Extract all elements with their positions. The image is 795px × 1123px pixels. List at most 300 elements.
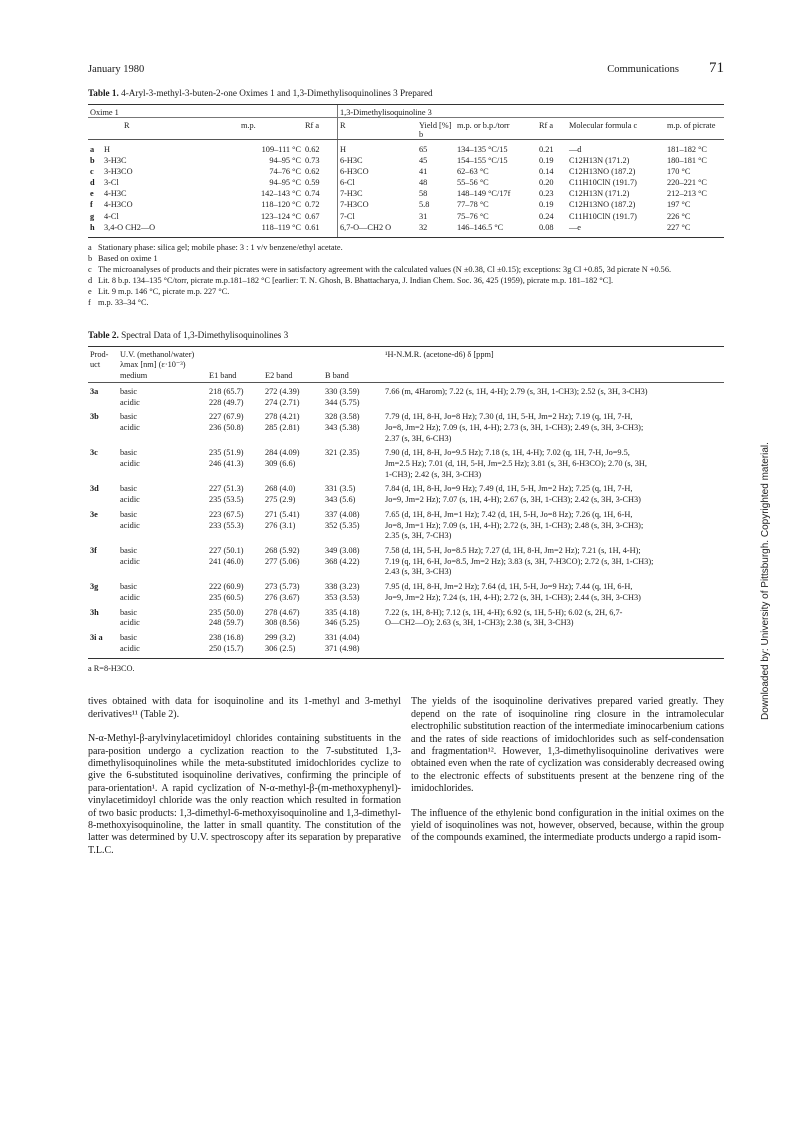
table2-body xyxy=(88,382,724,658)
uv-cell: 241 (46.0) xyxy=(209,556,244,566)
table1-col-r: R xyxy=(102,118,221,140)
body-columns xyxy=(88,696,724,869)
product-id: 3h xyxy=(90,607,99,617)
uv-cell: 227 (51.3) xyxy=(209,484,244,494)
table-cell: 154–155 °C/15 xyxy=(457,156,508,166)
table1-col-picrate: m.p. of picrate xyxy=(665,118,724,140)
table-cell: 31 xyxy=(419,211,428,221)
table-cell: 181–182 °C xyxy=(667,145,707,154)
table-cell: 5.8 xyxy=(419,200,430,210)
uv-cell: 368 (4.22) xyxy=(325,556,360,566)
table-cell: C11H10ClN (191.7) xyxy=(569,211,637,221)
uv-cell: acidic xyxy=(120,592,140,602)
nmr-cell: Jo=8, Jm=1 Hz); 7.09 (s, 1H, 4-H); 2.72 (s, 3H, 1-CH3); 2.48 (s, 3H, 3-CH3); xyxy=(385,520,644,530)
table-cell: 226 °C xyxy=(667,211,691,221)
table-row xyxy=(88,444,724,459)
uv-cell: basic xyxy=(120,632,138,642)
uv-cell xyxy=(323,470,383,481)
uv-cell: 276 (3.1) xyxy=(265,520,296,530)
table-cell: g xyxy=(90,211,95,221)
table-row xyxy=(88,644,724,659)
table-cell: 0.74 xyxy=(305,189,320,199)
table-cell: 0.21 xyxy=(539,145,554,154)
table-cell: 32 xyxy=(417,222,455,238)
table-cell: 197 °C xyxy=(667,200,691,210)
table-row xyxy=(88,567,724,578)
table-cell: 227 °C xyxy=(665,222,724,238)
uv-cell: acidic xyxy=(118,644,207,659)
table-cell: 6-H3C xyxy=(338,155,418,166)
table-cell: 45 xyxy=(419,156,428,166)
table-row xyxy=(88,593,724,604)
body-left-column xyxy=(88,696,401,869)
uv-cell: basic xyxy=(120,607,138,617)
nmr-cell: Jo=8, Jm=2 Hz); 7.09 (s, 1H, 4-H); 2.73 (s, 3H, 1-CH3); 2.49 (s, 3H, 3-CH3); xyxy=(385,422,644,432)
table-cell: f xyxy=(90,200,93,210)
table1-caption-label: Table 1. xyxy=(88,88,119,98)
download-watermark: Downloaded by: University of Pittsburgh. Copyrighted material. xyxy=(760,442,771,720)
uv-cell: 306 (2.5) xyxy=(263,644,323,659)
table-cell: 134–135 °C/15 xyxy=(457,145,508,154)
table-cell: 0.59 xyxy=(305,178,320,188)
paragraph: The yields of the isoquinoline derivatives prepared varied greatly. They depend on the rate of isoquinoline ring closure in the intramolecular electrophilic substitution reaction of the intermediate iminocarbenium cations and the rates of side reactions of imidochlorides such as self-condensation and fragmentation¹². However, 1,3-dimethylisoquinoline derivatives were obtained even when the rate of cyclization was considerably decreased owing to the electronic effects of substituents present at the benzene ring of the imidochlorides. xyxy=(411,696,724,795)
product-id: 3f xyxy=(90,546,97,555)
table-cell: 0.62 xyxy=(305,167,320,177)
table-cell: 170 °C xyxy=(667,167,691,177)
table-cell: 75–76 °C xyxy=(457,211,489,221)
table-cell: 123–124 °C xyxy=(261,211,301,221)
uv-cell: 331 (4.04) xyxy=(325,632,360,642)
table-cell: 0.23 xyxy=(539,189,554,199)
uv-cell: 235 (53.5) xyxy=(209,495,244,505)
table-cell: 148–149 °C/17f xyxy=(457,189,511,199)
table-cell: e xyxy=(90,189,94,199)
table-row xyxy=(88,222,724,238)
table-row xyxy=(88,542,724,557)
table-row xyxy=(88,199,724,210)
table-cell: 0.20 xyxy=(539,178,554,188)
uv-cell: basic xyxy=(120,582,138,592)
table1-col-mp: m.p. xyxy=(221,118,303,140)
table-row xyxy=(88,506,724,521)
product-id: 3b xyxy=(90,412,99,422)
uv-cell: 236 (50.8) xyxy=(209,422,244,432)
table-cell: 3,4-O CH2—O xyxy=(102,222,221,238)
product-id xyxy=(88,531,118,542)
product-id xyxy=(88,567,118,578)
uv-cell: 227 (67.9) xyxy=(209,412,244,422)
table-cell: 0.62 xyxy=(305,145,320,154)
uv-cell xyxy=(323,531,383,542)
table1-body xyxy=(88,140,724,238)
table-cell: h xyxy=(88,222,102,238)
table-row xyxy=(88,166,724,177)
uv-cell xyxy=(207,567,263,578)
uv-cell: 299 (3.2) xyxy=(265,632,296,642)
footnote xyxy=(88,242,724,253)
table2-col-b: B band xyxy=(323,346,383,382)
paragraph: tives obtained with data for isoquinoline and its 1-methyl and 3-methyl derivatives¹¹ (Table 2). xyxy=(88,696,401,720)
nmr-cell: Jm=2.5 Hz); 7.01 (d, 1H, 5-H, Jm=2.5 Hz); 3.81 (s, 3H, 6-H3CO); 2.70 (s, 3H, xyxy=(385,459,647,469)
table-cell: 0.61 xyxy=(303,222,338,238)
uv-cell: 235 (50.0) xyxy=(209,607,244,617)
table-cell: 3-H3C xyxy=(104,156,127,166)
footnote-mark: d xyxy=(88,275,93,285)
uv-cell: 271 (5.41) xyxy=(265,509,300,519)
footnote xyxy=(88,286,724,297)
table-cell: 0.67 xyxy=(305,211,320,221)
uv-cell: 353 (3.53) xyxy=(325,592,360,602)
table-row xyxy=(88,495,724,506)
header-date: January 1980 xyxy=(88,64,145,75)
product-id xyxy=(88,557,118,568)
table-cell: 65 xyxy=(419,145,428,154)
uv-cell: acidic xyxy=(120,459,140,469)
uv-cell: 308 (8.56) xyxy=(265,618,300,628)
nmr-cell: O—CH2—O); 2.63 (s, 3H, 1-CH3); 2.38 (s, 3H, 3-CH3) xyxy=(385,618,574,628)
footnote-text: The microanalyses of products and their picrates were in satisfactory agreement with the calculated values (N ±0.38, Cl ±0.15); exceptions: 3g Cl +0.85, 3d picrate N +0.56. xyxy=(98,264,672,274)
uv-cell xyxy=(118,434,207,445)
table2-col-nmr: ¹H-N.M.R. (acetone-d6) δ [ppm] xyxy=(383,346,724,382)
table1 xyxy=(88,104,724,238)
uv-cell: 235 (51.9) xyxy=(209,448,244,458)
table-cell: 3-Cl xyxy=(104,178,119,188)
uv-cell: 218 (65.7) xyxy=(209,386,244,396)
uv-cell xyxy=(207,531,263,542)
uv-cell xyxy=(323,459,383,470)
table-cell: 0.19 xyxy=(539,200,554,210)
table1-group-isoquinoline: 1,3-Dimethylisoquinoline 3 xyxy=(338,105,725,118)
uv-cell: 330 (3.59) xyxy=(325,386,360,396)
nmr-cell: 7.79 (d, 1H, 8-H, Jo=8 Hz); 7.30 (d, 1H, 5-H, Jm=2 Hz); 7.19 (q, 1H, 7-H, xyxy=(385,412,633,422)
uv-cell xyxy=(263,470,323,481)
table-cell: —d xyxy=(569,145,582,154)
uv-cell xyxy=(323,434,383,445)
uv-cell xyxy=(263,567,323,578)
table-cell: 48 xyxy=(419,178,428,188)
table-cell: 7-H3CO xyxy=(338,199,418,210)
product-id xyxy=(88,459,118,470)
table-cell: 0.19 xyxy=(539,156,554,166)
table2-caption-text: Spectral Data of 1,3-Dimethylisoquinolines 3 xyxy=(121,329,289,340)
nmr-cell: 7.84 (d, 1H, 8-H, Jo=9 Hz); 7.49 (d, 1H, 5-H, Jm=2 Hz); 7.25 (q, 1H, 7-H, xyxy=(385,484,633,494)
product-id xyxy=(88,470,118,481)
uv-cell: 274 (2.71) xyxy=(265,397,300,407)
footnote-text: Lit. 9 m.p. 146 °C, picrate m.p. 227 °C. xyxy=(98,286,230,296)
nmr-cell xyxy=(383,629,724,644)
table-cell: 55–56 °C xyxy=(457,178,489,188)
table-cell: 4-H3C xyxy=(104,189,127,199)
product-id xyxy=(88,521,118,532)
uv-cell xyxy=(118,531,207,542)
uv-cell: 285 (2.81) xyxy=(265,422,300,432)
table1-col-formula: Molecular formula c xyxy=(567,118,665,140)
table-row xyxy=(88,459,724,470)
paragraph: N-α-Methyl-β-arylvinylacetimidoyl chlorides containing substituents in the para-position undergo a cyclization reaction to the 7-substituted 1,3-dimethylisoquinolines while the meta-substituted imidochlorides cyclize to give the 6-substituted isoquinoline derivatives, confirming the principle of para-orientation¹. A rapid cyclization of N-α-methyl-β-(m-methoxyphenyl)-vinylacetimidoyl chloride was the only reaction which resulted in formation of two basic products: 1,3-dimethyl-6-methoxyisoquinoline and 1,3-dimethyl-8-methoxyisoquinoline, the latter in small quantity. The constitution of the latter was determined by U.V. spectroscopy after its separation by preparative T.L.C. xyxy=(88,733,401,856)
table-cell: 74–76 °C xyxy=(269,167,301,177)
uv-cell xyxy=(207,434,263,445)
running-header xyxy=(88,60,724,78)
uv-cell: acidic xyxy=(120,520,140,530)
uv-cell: 238 (16.8) xyxy=(209,632,244,642)
table2-caption-label: Table 2. xyxy=(88,329,119,340)
product-id xyxy=(88,618,118,629)
table-cell: 4-H3CO xyxy=(104,200,133,210)
table-row xyxy=(88,578,724,593)
uv-cell: 268 (4.0) xyxy=(265,484,296,494)
footnote-mark: f xyxy=(88,297,91,307)
table-row xyxy=(88,480,724,495)
table-cell: 41 xyxy=(419,167,428,177)
table-row xyxy=(88,423,724,434)
product-id xyxy=(88,434,118,445)
table-cell: c xyxy=(90,167,94,177)
table-cell: 3-H3CO xyxy=(104,167,133,177)
uv-cell: 284 (4.09) xyxy=(265,448,300,458)
table-cell: 6-Cl xyxy=(338,177,418,188)
footnote xyxy=(88,264,724,275)
uv-cell: 335 (4.18) xyxy=(325,607,360,617)
table2-col-e1: E1 band xyxy=(207,346,263,382)
table-cell: 109–111 °C xyxy=(261,145,301,154)
uv-cell: 344 (5.75) xyxy=(325,397,360,407)
table-row xyxy=(88,434,724,445)
table-cell: 62–63 °C xyxy=(457,167,489,177)
table-row xyxy=(88,557,724,568)
uv-cell: 331 (3.5) xyxy=(325,484,356,494)
uv-cell: 278 (4.21) xyxy=(265,412,300,422)
table-cell: —e xyxy=(567,222,665,238)
uv-cell: 228 (49.7) xyxy=(209,397,244,407)
uv-cell: 227 (50.1) xyxy=(209,546,244,555)
table1-caption xyxy=(88,88,724,98)
table-cell: 142–143 °C xyxy=(261,189,301,199)
uv-cell: acidic xyxy=(120,397,140,407)
table1-col-yield: Yield [%] b xyxy=(417,118,455,140)
product-id xyxy=(88,398,118,409)
nmr-cell: Jo=9, Jm=2 Hz); 7.07 (s, 1H, 4-H); 2.67 (s, 3H, 1-CH3); 2.42 (s, 3H, 3-CH3) xyxy=(385,495,641,505)
table-row xyxy=(88,188,724,199)
table-cell: H xyxy=(104,145,110,154)
table-cell: 94–95 °C xyxy=(269,178,301,188)
footnote-mark: e xyxy=(88,286,92,296)
product-id: 3c xyxy=(90,448,98,458)
product-id xyxy=(88,423,118,434)
table-cell: a xyxy=(90,145,95,154)
table-cell: 94–95 °C xyxy=(269,156,301,166)
nmr-cell: 2.35 (s, 3H, 7-CH3) xyxy=(385,531,452,541)
table-cell: 4-Cl xyxy=(104,211,119,221)
uv-cell xyxy=(118,567,207,578)
footnote-text: Based on oxime 1 xyxy=(98,253,158,263)
uv-cell: basic xyxy=(120,448,138,458)
nmr-cell: 7.65 (d, 1H, 8-H, Jm=1 Hz); 7.42 (d, 1H, 5-H, Jo=8 Hz); 7.26 (q, 1H, 6-H, xyxy=(385,509,633,519)
table1-col-rf2: Rf a xyxy=(537,118,567,140)
table-cell: 118–119 °C xyxy=(221,222,303,238)
table-cell: 58 xyxy=(419,189,428,199)
nmr-cell: 2.37 (s, 3H, 6-CH3) xyxy=(385,433,452,443)
table2-header-row xyxy=(88,346,724,382)
footnote xyxy=(88,253,724,264)
table-cell: d xyxy=(90,178,95,188)
header-section: Communications xyxy=(607,64,679,75)
table-cell: C12H13N (171.2) xyxy=(569,156,630,166)
nmr-cell: Jo=9, Jm=2 Hz); 7.24 (s, 1H, 4-H); 2.72 (s, 3H, 1-CH3); 2.44 (s, 3H, 3-CH3) xyxy=(385,592,641,602)
uv-cell: 338 (3.23) xyxy=(325,582,360,592)
nmr-cell: 7.90 (d, 1H, 8-H, Jo=9.5 Hz); 7.18 (s, 1H, 4-H); 7.02 (q, 1H, 7-H, Jo=9.5, xyxy=(385,448,630,458)
table-row xyxy=(88,177,724,188)
body-right-column xyxy=(411,696,724,869)
uv-cell: basic xyxy=(120,484,138,494)
footnote-mark: b xyxy=(88,253,93,263)
uv-cell: 309 (6.6) xyxy=(265,459,296,469)
uv-cell: acidic xyxy=(120,556,140,566)
table1-caption-text: 4-Aryl-3-methyl-3-buten-2-one Oximes 1 and 1,3-Dimethylisoquinolines 3 Prepared xyxy=(121,88,433,98)
uv-cell: basic xyxy=(120,509,138,519)
uv-cell: 328 (3.58) xyxy=(325,412,360,422)
uv-cell: 371 (4.98) xyxy=(323,644,383,659)
table-row xyxy=(88,155,724,166)
page xyxy=(88,60,724,869)
product-id xyxy=(88,593,118,604)
table-cell: 0.24 xyxy=(539,211,554,221)
table-row xyxy=(88,408,724,423)
nmr-cell xyxy=(383,398,724,409)
table1-footnotes xyxy=(88,242,724,308)
uv-cell: acidic xyxy=(120,495,140,505)
uv-cell: basic xyxy=(120,386,138,396)
table-cell: 212–213 °C xyxy=(667,189,707,199)
table-cell: C11H10ClN (191.7) xyxy=(569,178,637,188)
uv-cell xyxy=(263,531,323,542)
table1-group-oxime: Oxime 1 xyxy=(88,105,338,118)
uv-cell: 275 (2.9) xyxy=(265,495,296,505)
page-number: 71 xyxy=(709,60,724,76)
table-cell: 0.73 xyxy=(305,156,320,166)
table2-caption xyxy=(88,330,724,340)
uv-cell: 349 (3.08) xyxy=(325,546,360,555)
table-cell: C12H13NO (187.2) xyxy=(569,200,636,210)
product-id: 3d xyxy=(90,484,99,494)
uv-cell: 223 (67.5) xyxy=(209,509,244,519)
footnote-text: Stationary phase: silica gel; mobile phase: 3 : 1 v/v benzene/ethyl acetate. xyxy=(98,242,343,252)
uv-cell: 352 (5.35) xyxy=(325,520,360,530)
table-row xyxy=(88,618,724,629)
uv-cell: 250 (15.7) xyxy=(207,644,263,659)
table-cell: 180–181 °C xyxy=(667,156,707,166)
uv-cell: 268 (5.92) xyxy=(265,546,300,555)
table-row xyxy=(88,604,724,619)
table1-col-mpbp: m.p. or b.p./torr xyxy=(455,118,537,140)
nmr-cell: 7.58 (d, 1H, 5-H, Jo=8.5 Hz); 7.27 (d, 1H, 8-H, Jm=2 Hz); 7.21 (s, 1H, 4-H); xyxy=(385,546,641,555)
table-row xyxy=(88,398,724,409)
footnote-mark: a xyxy=(88,242,92,252)
uv-cell: 222 (60.9) xyxy=(209,582,244,592)
nmr-cell: 7.66 (m, 4Harom); 7.22 (s, 1H, 4-H); 2.79 (s, 3H, 1-CH3); 2.52 (s, 3H, 3-CH3) xyxy=(385,386,648,396)
uv-cell: acidic xyxy=(120,618,140,628)
table-cell: C12H13NO (187.2) xyxy=(569,167,636,177)
table-cell: 77–78 °C xyxy=(457,200,489,210)
uv-cell xyxy=(118,470,207,481)
nmr-cell: 7.19 (q, 1H, 6-H, Jo=8.5, Jm=2 Hz); 3.83 (s, 3H, 7-H3CO); 2.72 (s, 3H, 1-CH3); xyxy=(385,556,654,566)
table-row xyxy=(88,521,724,532)
table1-col-r2: R xyxy=(338,118,418,140)
table-row xyxy=(88,382,724,397)
uv-cell: 235 (60.5) xyxy=(209,592,244,602)
product-id: 3i a xyxy=(90,632,103,642)
table-cell: 6-H3CO xyxy=(338,166,418,177)
table-row xyxy=(88,629,724,644)
table-cell: 0.14 xyxy=(539,167,554,177)
product-id xyxy=(88,644,118,659)
table-row xyxy=(88,531,724,542)
uv-cell xyxy=(263,434,323,445)
product-id xyxy=(88,495,118,506)
uv-cell: 233 (55.3) xyxy=(209,520,244,530)
uv-cell: 337 (4.08) xyxy=(325,509,360,519)
footnote-mark: c xyxy=(88,264,92,274)
uv-cell: 343 (5.6) xyxy=(325,495,356,505)
nmr-cell: 1-CH3); 2.42 (s, 3H, 3-CH3) xyxy=(385,469,482,479)
footnote-text: m.p. 33–34 °C. xyxy=(98,297,149,307)
table-cell: 7-H3C xyxy=(338,188,418,199)
footnote-text: Lit. 8 b.p. 134–135 °C/torr, picrate m.p.181–182 °C [earlier: T. N. Ghosh, B. Bhattacharya, J. Indian Chem. Soc. 36, 425 (1959), picrate m.p. 181–182 °C]. xyxy=(98,275,614,285)
table-cell: b xyxy=(90,156,95,166)
nmr-cell: 7.22 (s, 1H, 8-H); 7.12 (s, 1H, 4-H); 6.92 (s, 1H, 5-H); 6.02 (s, 2H, 6,7- xyxy=(385,607,623,617)
uv-cell: basic xyxy=(120,412,138,422)
table1-col-rf: Rf a xyxy=(303,118,338,140)
uv-cell: 277 (5.06) xyxy=(265,556,300,566)
product-id: 3a xyxy=(90,386,99,396)
product-id: 3e xyxy=(90,509,98,519)
uv-cell: basic xyxy=(120,546,138,555)
table2 xyxy=(88,346,724,660)
table-cell: 220–221 °C xyxy=(667,178,707,188)
uv-cell: 276 (3.67) xyxy=(265,592,300,602)
nmr-cell: 2.43 (s, 3H, 3-CH3) xyxy=(385,567,452,577)
uv-cell: 272 (4.39) xyxy=(265,386,300,396)
uv-cell: 346 (5.25) xyxy=(325,618,360,628)
table-cell: 0.72 xyxy=(305,200,320,210)
uv-cell: 278 (4.67) xyxy=(265,607,300,617)
table-cell: 118–120 °C xyxy=(261,200,301,210)
uv-cell: 321 (2.35) xyxy=(325,448,360,458)
table2-footnote: a R=8-H3CO. xyxy=(88,664,135,674)
uv-cell: 343 (5.38) xyxy=(325,422,360,432)
product-id: 3g xyxy=(90,582,99,592)
paragraph: The influence of the ethylenic bond configuration in the initial oximes on the yield of isoquinolines was not, however, observed, because, within the group of the compounds examined, the intermediate products undergo a rapid isom- xyxy=(411,807,724,844)
footnote xyxy=(88,275,724,286)
table1-header-row xyxy=(88,118,724,140)
table-cell: 146–146.5 °C xyxy=(455,222,537,238)
table2-col-e2: E2 band xyxy=(263,346,323,382)
uv-cell: 246 (41.3) xyxy=(209,459,244,469)
table-cell: H xyxy=(338,140,418,156)
table-row xyxy=(88,470,724,481)
uv-cell: acidic xyxy=(120,422,140,432)
footnote xyxy=(88,297,724,308)
table-cell: 6,7-O—CH2 O xyxy=(338,222,418,238)
uv-cell xyxy=(207,470,263,481)
uv-cell: 248 (59.7) xyxy=(209,618,244,628)
uv-cell xyxy=(323,567,383,578)
nmr-cell xyxy=(383,644,724,659)
table-cell: 0.08 xyxy=(537,222,567,238)
table-row xyxy=(88,211,724,222)
table2-col-product: Prod-uct xyxy=(88,346,118,382)
nmr-cell: 7.95 (d, 1H, 8-H, Jm=2 Hz); 7.64 (d, 1H, 5-H, Jo=9 Hz); 7.44 (q, 1H, 6-H, xyxy=(385,582,633,592)
table-row xyxy=(88,140,724,156)
